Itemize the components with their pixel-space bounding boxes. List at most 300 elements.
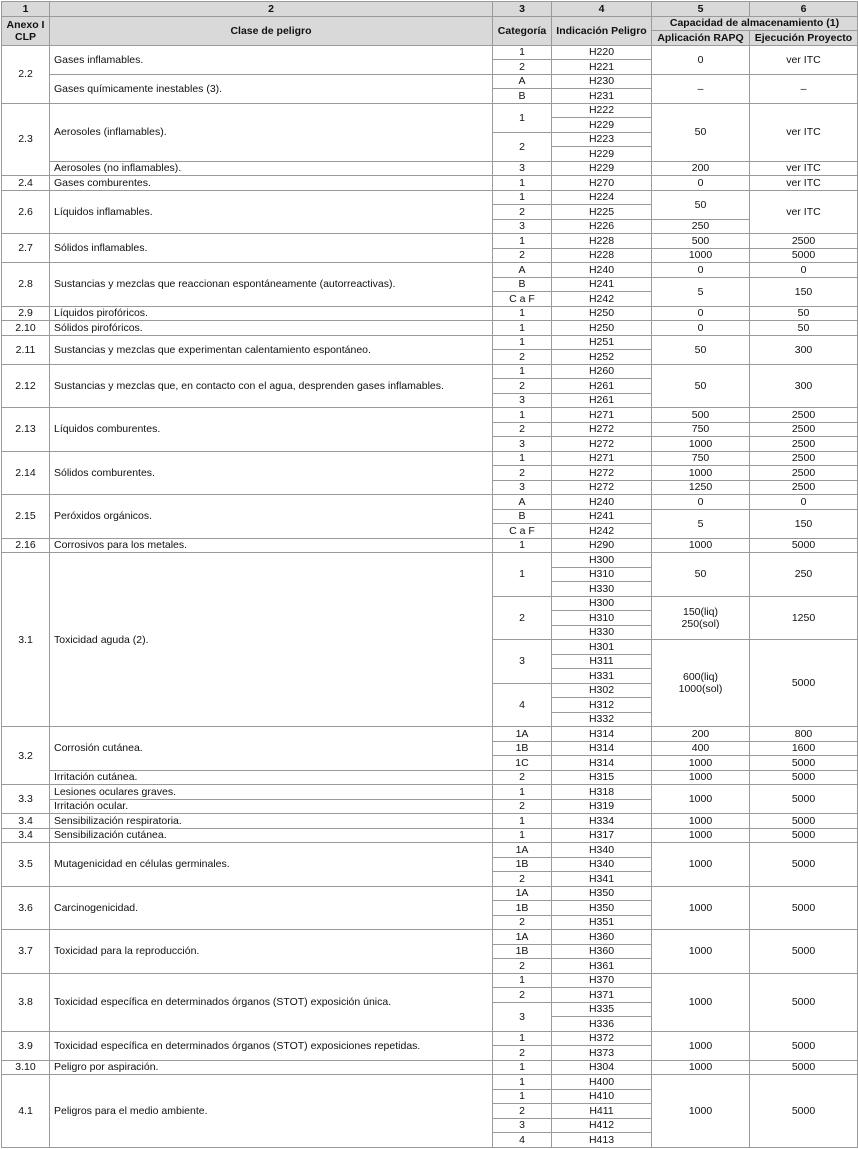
table-cell: 300: [750, 335, 858, 364]
table-cell: 3: [493, 393, 552, 408]
table-cell: Peligros para el medio ambiente.: [50, 1075, 493, 1148]
table-cell: H410: [552, 1089, 652, 1104]
table-cell: 2500: [750, 437, 858, 452]
header-categoria: Categoría: [493, 16, 552, 45]
table-cell: H242: [552, 524, 652, 539]
column-number-row: [2, 2, 858, 17]
table-cell: 2: [493, 248, 552, 263]
table-cell: H240: [552, 495, 652, 510]
table-cell: 1: [493, 335, 552, 350]
table-cell: H250: [552, 306, 652, 321]
table-cell: 3: [493, 219, 552, 234]
table-cell: 0: [652, 176, 750, 191]
table-cell: 5000: [750, 1075, 858, 1148]
table-cell: 1A: [493, 727, 552, 742]
table-cell: 5000: [750, 1031, 858, 1060]
table-cell: 1000: [652, 466, 750, 481]
table-cell: 1: [493, 190, 552, 205]
table-cell: 1: [493, 45, 552, 60]
table-cell: 3.9: [2, 1031, 50, 1060]
table-cell: 2: [493, 60, 552, 75]
table-cell: H361: [552, 959, 652, 974]
table-cell: 5000: [750, 640, 858, 727]
table-cell: 0: [750, 495, 858, 510]
table-cell: H318: [552, 785, 652, 800]
table-cell: Sustancias y mezclas que reaccionan espontáneamente (autorreactivas).: [50, 263, 493, 307]
table-cell: 1000: [652, 1060, 750, 1075]
table-cell: H260: [552, 364, 652, 379]
table-cell: 2.3: [2, 103, 50, 176]
table-cell: Carcinogenicidad.: [50, 886, 493, 930]
table-cell: Toxicidad aguda (2).: [50, 553, 493, 727]
table-cell: 3.4: [2, 828, 50, 843]
table-cell: 2500: [750, 466, 858, 481]
table-cell: H241: [552, 509, 652, 524]
table-cell: C a F: [493, 524, 552, 539]
table-cell: H272: [552, 466, 652, 481]
table-cell: 300: [750, 364, 858, 408]
table-row: [2, 930, 858, 945]
table-cell: 1000: [652, 814, 750, 829]
table-cell: H220: [552, 45, 652, 60]
table-cell: 3: [493, 437, 552, 452]
table-cell: 0: [652, 321, 750, 336]
table-cell: H290: [552, 538, 652, 553]
table-row: [2, 45, 858, 60]
table-cell: 1: [493, 1060, 552, 1075]
table-row: [2, 1031, 858, 1046]
table-cell: 1: [493, 785, 552, 800]
table-cell: 800: [750, 727, 858, 742]
table-cell: Líquidos comburentes.: [50, 408, 493, 452]
table-cell: H371: [552, 988, 652, 1003]
table-row: [2, 364, 858, 379]
table-row: [2, 190, 858, 205]
table-row: [2, 828, 858, 843]
table-cell: 2.4: [2, 176, 50, 191]
table-cell: 50: [750, 306, 858, 321]
table-cell: 2.9: [2, 306, 50, 321]
table-cell: 1B: [493, 901, 552, 916]
column-number: 6: [750, 2, 858, 17]
table-cell: 4.1: [2, 1075, 50, 1148]
table-cell: 5000: [750, 756, 858, 771]
table-cell: 0: [652, 495, 750, 510]
table-cell: H330: [552, 625, 652, 640]
table-cell: 5000: [750, 770, 858, 785]
table-cell: H372: [552, 1031, 652, 1046]
table-cell: Peligro por aspiración.: [50, 1060, 493, 1075]
table-cell: 2.14: [2, 451, 50, 495]
table-cell: H225: [552, 205, 652, 220]
table-row: [2, 553, 858, 568]
table-row: [2, 814, 858, 829]
table-cell: 3.5: [2, 843, 50, 887]
table-cell: H412: [552, 1118, 652, 1133]
table-row: [2, 1075, 858, 1090]
table-cell: 4: [493, 683, 552, 727]
table-cell: H241: [552, 277, 652, 292]
table-cell: 1C: [493, 756, 552, 771]
table-cell: ver ITC: [750, 161, 858, 176]
table-cell: 1: [493, 828, 552, 843]
table-cell: 2: [493, 988, 552, 1003]
table-cell: B: [493, 277, 552, 292]
table-cell: 2500: [750, 422, 858, 437]
table-cell: B: [493, 89, 552, 104]
table-cell: Lesiones oculares graves.: [50, 785, 493, 800]
table-cell: 2: [493, 959, 552, 974]
table-cell: H341: [552, 872, 652, 887]
table-cell: H360: [552, 930, 652, 945]
table-cell: H340: [552, 843, 652, 858]
table-cell: H250: [552, 321, 652, 336]
table-cell: H301: [552, 640, 652, 655]
table-row: [2, 770, 858, 785]
table-cell: H271: [552, 451, 652, 466]
table-cell: 5000: [750, 973, 858, 1031]
table-cell: 50: [652, 553, 750, 597]
table-cell: 1: [493, 408, 552, 423]
table-cell: H300: [552, 596, 652, 611]
table-cell: 0: [750, 263, 858, 278]
table-cell: 250: [652, 219, 750, 234]
table-cell: H400: [552, 1075, 652, 1090]
table-cell: 2500: [750, 234, 858, 249]
table-cell: H231: [552, 89, 652, 104]
table-cell: H230: [552, 74, 652, 89]
table-cell: 3.4: [2, 814, 50, 829]
table-cell: Toxicidad para la reproducción.: [50, 930, 493, 974]
table-cell: 1B: [493, 944, 552, 959]
table-cell: H370: [552, 973, 652, 988]
table-cell: 1000: [652, 248, 750, 263]
table-cell: 1000: [652, 886, 750, 930]
table-cell: 1000: [652, 1075, 750, 1148]
table-cell: 3.1: [2, 553, 50, 727]
table-cell: Irritación ocular.: [50, 799, 493, 814]
table-cell: 2.10: [2, 321, 50, 336]
table-cell: 600(liq) 1000(sol): [652, 640, 750, 727]
table-cell: Sensibilización respiratoria.: [50, 814, 493, 829]
table-cell: 0: [652, 306, 750, 321]
table-body: [2, 45, 858, 1147]
table-cell: 5: [652, 509, 750, 538]
table-cell: 3: [493, 640, 552, 684]
column-number: 3: [493, 2, 552, 17]
table-cell: Líquidos pirofóricos.: [50, 306, 493, 321]
table-row: [2, 176, 858, 191]
table-cell: 1000: [652, 538, 750, 553]
table-cell: 1000: [652, 756, 750, 771]
table-row: [2, 161, 858, 176]
table-cell: H334: [552, 814, 652, 829]
table-cell: C a F: [493, 292, 552, 307]
table-cell: H261: [552, 393, 652, 408]
table-cell: 5000: [750, 538, 858, 553]
table-cell: 1: [493, 1089, 552, 1104]
table-cell: H302: [552, 683, 652, 698]
table-cell: H224: [552, 190, 652, 205]
column-number: 2: [50, 2, 493, 17]
table-cell: Gases químicamente inestables (3).: [50, 74, 493, 103]
table-cell: 2.15: [2, 495, 50, 539]
table-cell: H314: [552, 741, 652, 756]
table-row: [2, 335, 858, 350]
table-cell: Sólidos inflamables.: [50, 234, 493, 263]
table-cell: H332: [552, 712, 652, 727]
table-cell: Sólidos pirofóricos.: [50, 321, 493, 336]
table-cell: 1: [493, 364, 552, 379]
table-cell: Sólidos comburentes.: [50, 451, 493, 495]
table-cell: Mutagenicidad en células germinales.: [50, 843, 493, 887]
table-row: [2, 321, 858, 336]
table-cell: Corrosión cutánea.: [50, 727, 493, 771]
table-cell: ver ITC: [750, 190, 858, 234]
table-row: [2, 74, 858, 89]
header-clase: Clase de peligro: [50, 16, 493, 45]
table-cell: 2: [493, 205, 552, 220]
table-cell: 2500: [750, 480, 858, 495]
table-cell: 2500: [750, 408, 858, 423]
column-number: 4: [552, 2, 652, 17]
table-cell: H270: [552, 176, 652, 191]
table-cell: 2.8: [2, 263, 50, 307]
table-cell: Sensibilización cutánea.: [50, 828, 493, 843]
table-cell: H310: [552, 567, 652, 582]
table-cell: 150(liq) 250(sol): [652, 596, 750, 640]
table-cell: H229: [552, 161, 652, 176]
table-cell: 2500: [750, 451, 858, 466]
header-indicacion: Indicación Peligro: [552, 16, 652, 45]
table-cell: 50: [652, 364, 750, 408]
table-cell: H229: [552, 147, 652, 162]
table-cell: H413: [552, 1133, 652, 1148]
table-cell: 1: [493, 814, 552, 829]
table-cell: H350: [552, 901, 652, 916]
table-cell: 1: [493, 234, 552, 249]
table-cell: H317: [552, 828, 652, 843]
table-cell: 0: [652, 263, 750, 278]
table-cell: H229: [552, 118, 652, 133]
table-cell: Peróxidos orgánicos.: [50, 495, 493, 539]
table-cell: 2.2: [2, 45, 50, 103]
header-anexo: Anexo I CLP: [2, 16, 50, 45]
table-cell: 2.6: [2, 190, 50, 234]
table-cell: H319: [552, 799, 652, 814]
hazard-storage-table: [1, 1, 858, 1148]
table-cell: H373: [552, 1046, 652, 1061]
table-cell: 400: [652, 741, 750, 756]
table-row: [2, 234, 858, 249]
table-row: [2, 1060, 858, 1075]
table-cell: Gases inflamables.: [50, 45, 493, 74]
table-row: [2, 495, 858, 510]
table-cell: H314: [552, 727, 652, 742]
table-cell: 2: [493, 466, 552, 481]
table-cell: 4: [493, 1133, 552, 1148]
table-cell: H312: [552, 698, 652, 713]
table-cell: 1: [493, 451, 552, 466]
table-cell: H228: [552, 234, 652, 249]
table-cell: 1000: [652, 843, 750, 887]
table-cell: H331: [552, 669, 652, 684]
header-capacidad: Capacidad de almacenamiento (1): [652, 16, 858, 31]
table-cell: 1000: [652, 785, 750, 814]
table-cell: 1000: [652, 437, 750, 452]
table-cell: 750: [652, 451, 750, 466]
table-cell: H335: [552, 1002, 652, 1017]
table-cell: 1250: [652, 480, 750, 495]
table-cell: 5: [652, 277, 750, 306]
header-rapq: Aplicación RAPQ: [652, 31, 750, 46]
table-cell: H272: [552, 480, 652, 495]
table-cell: H314: [552, 756, 652, 771]
table-cell: 2: [493, 799, 552, 814]
table-row: [2, 886, 858, 901]
table-cell: 3.8: [2, 973, 50, 1031]
table-cell: Toxicidad específica en determinados órganos (STOT) exposiciones repetidas.: [50, 1031, 493, 1060]
table-cell: 5000: [750, 785, 858, 814]
table-cell: 500: [652, 408, 750, 423]
table-cell: 3: [493, 1118, 552, 1133]
table-cell: H240: [552, 263, 652, 278]
table-cell: 1B: [493, 741, 552, 756]
table-row: [2, 451, 858, 466]
table-cell: H222: [552, 103, 652, 118]
table-cell: 2: [493, 872, 552, 887]
table-cell: 1000: [652, 770, 750, 785]
table-row: [2, 973, 858, 988]
table-cell: H340: [552, 857, 652, 872]
table-cell: 5000: [750, 828, 858, 843]
table-cell: 1000: [652, 1031, 750, 1060]
table-cell: H261: [552, 379, 652, 394]
table-cell: 200: [652, 727, 750, 742]
table-cell: 1A: [493, 843, 552, 858]
table-cell: –: [750, 74, 858, 103]
table-cell: 1000: [652, 930, 750, 974]
table-cell: ver ITC: [750, 176, 858, 191]
table-cell: 2: [493, 379, 552, 394]
table-cell: 3.3: [2, 785, 50, 814]
table-cell: 2: [493, 1046, 552, 1061]
table-cell: 150: [750, 509, 858, 538]
table-row: [2, 727, 858, 742]
table-cell: 500: [652, 234, 750, 249]
table-cell: H350: [552, 886, 652, 901]
table-cell: A: [493, 263, 552, 278]
table-cell: H411: [552, 1104, 652, 1119]
table-cell: 5000: [750, 930, 858, 974]
table-row: [2, 263, 858, 278]
table-cell: 1: [493, 1075, 552, 1090]
table-cell: 50: [652, 335, 750, 364]
table-cell: 50: [652, 103, 750, 161]
table-cell: 1: [493, 103, 552, 132]
table-cell: H304: [552, 1060, 652, 1075]
table-cell: 1A: [493, 930, 552, 945]
table-cell: H221: [552, 60, 652, 75]
table-cell: 750: [652, 422, 750, 437]
table-cell: ver ITC: [750, 103, 858, 161]
table-cell: Gases comburentes.: [50, 176, 493, 191]
table-cell: 3.10: [2, 1060, 50, 1075]
table-cell: 1: [493, 538, 552, 553]
column-number: 5: [652, 2, 750, 17]
table-cell: 1A: [493, 886, 552, 901]
table-cell: Líquidos inflamables.: [50, 190, 493, 234]
table-cell: Aerosoles (no inflamables).: [50, 161, 493, 176]
table-cell: Toxicidad específica en determinados órganos (STOT) exposición única.: [50, 973, 493, 1031]
table-row: [2, 843, 858, 858]
table-cell: 1000: [652, 973, 750, 1031]
table-cell: H315: [552, 770, 652, 785]
table-cell: 3: [493, 161, 552, 176]
table-row: [2, 785, 858, 800]
table-cell: 2: [493, 422, 552, 437]
table-cell: Aerosoles (inflamables).: [50, 103, 493, 161]
table-cell: H272: [552, 437, 652, 452]
table-cell: 3: [493, 480, 552, 495]
table-cell: 5000: [750, 1060, 858, 1075]
table-cell: Sustancias y mezclas que experimentan calentamiento espontáneo.: [50, 335, 493, 364]
header-proyecto: Ejecución Proyecto: [750, 31, 858, 46]
table-cell: 5000: [750, 843, 858, 887]
table-cell: 5000: [750, 886, 858, 930]
table-cell: 1B: [493, 857, 552, 872]
table-cell: H226: [552, 219, 652, 234]
table-row: [2, 306, 858, 321]
table-cell: H360: [552, 944, 652, 959]
table-cell: H252: [552, 350, 652, 365]
table-cell: 250: [750, 553, 858, 597]
table-cell: 50: [652, 190, 750, 219]
table-cell: 2: [493, 1104, 552, 1119]
table-cell: H300: [552, 553, 652, 568]
table-cell: A: [493, 495, 552, 510]
table-row: [2, 103, 858, 118]
table-row: [2, 538, 858, 553]
header-row: [2, 16, 858, 31]
table-cell: 1: [493, 973, 552, 988]
table-cell: ver ITC: [750, 45, 858, 74]
table-cell: 2.13: [2, 408, 50, 452]
table-cell: A: [493, 74, 552, 89]
table-cell: H310: [552, 611, 652, 626]
table-cell: 2.16: [2, 538, 50, 553]
table-cell: 2: [493, 770, 552, 785]
table-row: [2, 408, 858, 423]
table-cell: Sustancias y mezclas que, en contacto con el agua, desprenden gases inflamables.: [50, 364, 493, 408]
table-cell: H311: [552, 654, 652, 669]
table-cell: 2.11: [2, 335, 50, 364]
table-cell: 50: [750, 321, 858, 336]
table-cell: 2: [493, 915, 552, 930]
table-cell: 1: [493, 321, 552, 336]
table-cell: 3.2: [2, 727, 50, 785]
table-cell: 5000: [750, 814, 858, 829]
table-cell: H228: [552, 248, 652, 263]
table-cell: 3.7: [2, 930, 50, 974]
table-cell: H251: [552, 335, 652, 350]
table-cell: Irritación cutánea.: [50, 770, 493, 785]
table-cell: H336: [552, 1017, 652, 1032]
table-cell: B: [493, 509, 552, 524]
table-cell: 1: [493, 553, 552, 597]
table-cell: 2: [493, 132, 552, 161]
table-cell: Corrosivos para los metales.: [50, 538, 493, 553]
